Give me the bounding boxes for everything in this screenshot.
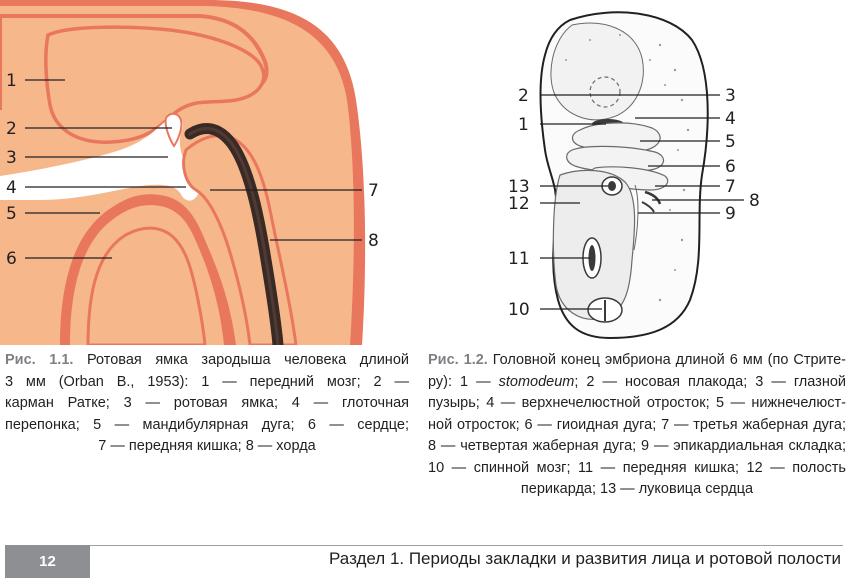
- fig1-label-4: 4: [6, 178, 17, 198]
- fig2-label-12: 12: [508, 194, 530, 214]
- figure-1-1-caption: [5, 350, 409, 458]
- fig2-label-9: 9: [725, 204, 736, 224]
- caption-1-line-3: карман Ратке; 3 — ротовая ямка; 4 — глоточная: [5, 395, 409, 411]
- caption-1-label: Рис. 1.1.: [5, 352, 74, 368]
- caption-2-line-4: ной отросток; 6 — гиоидная дуга; 7 — третья жаберная дуга;: [428, 416, 846, 433]
- caption-2-line-2-pre: ру): 1 —: [428, 373, 499, 390]
- fig2-label-7: 7: [725, 177, 736, 197]
- fig2-label-6: 6: [725, 157, 736, 177]
- running-section-title: Раздел 1. Периоды закладки и развития лица и ротовой полости: [329, 549, 841, 568]
- page-number: 12: [5, 545, 90, 578]
- fig1-label-7: 7: [368, 181, 379, 201]
- fig2-label-5: 5: [725, 132, 736, 152]
- fig2-label-13: 13: [508, 177, 530, 197]
- fig1-label-2: 2: [6, 119, 17, 139]
- figure-1-2: [420, 0, 847, 345]
- figure-1-1: [0, 0, 410, 345]
- caption-2-line-6: 10 — спинной мозг; 11 — передняя кишка; 12 — полость: [428, 459, 846, 476]
- fig1-label-5: 5: [6, 204, 17, 224]
- caption-2-line-1: Головной конец эмбриона длиной 6 мм (по Стрите-: [487, 352, 846, 368]
- fig2-label-8: 8: [749, 191, 760, 211]
- fig1-label-3: 3: [6, 148, 17, 168]
- fig2-label-11: 11: [508, 249, 530, 269]
- caption-1-line-4: перепонка; 5 — мандибулярная дуга; 6 — сердце;: [5, 416, 409, 433]
- fig2-label-10: 10: [508, 300, 530, 320]
- fig1-label-1: 1: [6, 71, 17, 91]
- fig2-label-4: 4: [725, 109, 736, 129]
- figure-1-1-illustration: [0, 0, 410, 345]
- caption-2-line-3: пузырь; 4 — верхнечелюстной отросток; 5 — нижнечелюст-: [428, 395, 846, 411]
- figure-1-2-caption: [428, 350, 846, 501]
- caption-2-line-7: перикарда; 13 — луковица сердца: [520, 481, 754, 497]
- caption-2-line-5: 8 — четвертая жаберная дуга; 9 — эпикардиальная складка;: [428, 438, 846, 454]
- fig2-label-1: 1: [518, 115, 529, 135]
- fig2-label-3: 3: [725, 86, 736, 106]
- fig1-label-8: 8: [368, 231, 379, 251]
- caption-2-stomodeum: stomodeum: [498, 373, 575, 390]
- caption-1-line-2: 3 мм (Orban B., 1953): 1 — передний мозг; 2 —: [5, 373, 409, 390]
- fig2-label-2: 2: [518, 86, 529, 106]
- caption-2-line-2-post: ; 2 — носовая плакода; 3 — глазной: [574, 373, 846, 390]
- caption-2-label: Рис. 1.2.: [428, 352, 488, 368]
- figure-1-2-illustration: [420, 0, 847, 345]
- heart-bulb-center: [608, 181, 616, 191]
- footer-rule: [5, 545, 843, 546]
- caption-1-line-5: 7 — передняя кишка; 8 — хорда: [98, 438, 316, 454]
- caption-1-line-1: Ротовая ямка зародыша человека длиной: [73, 352, 409, 368]
- fig1-label-6: 6: [6, 249, 17, 269]
